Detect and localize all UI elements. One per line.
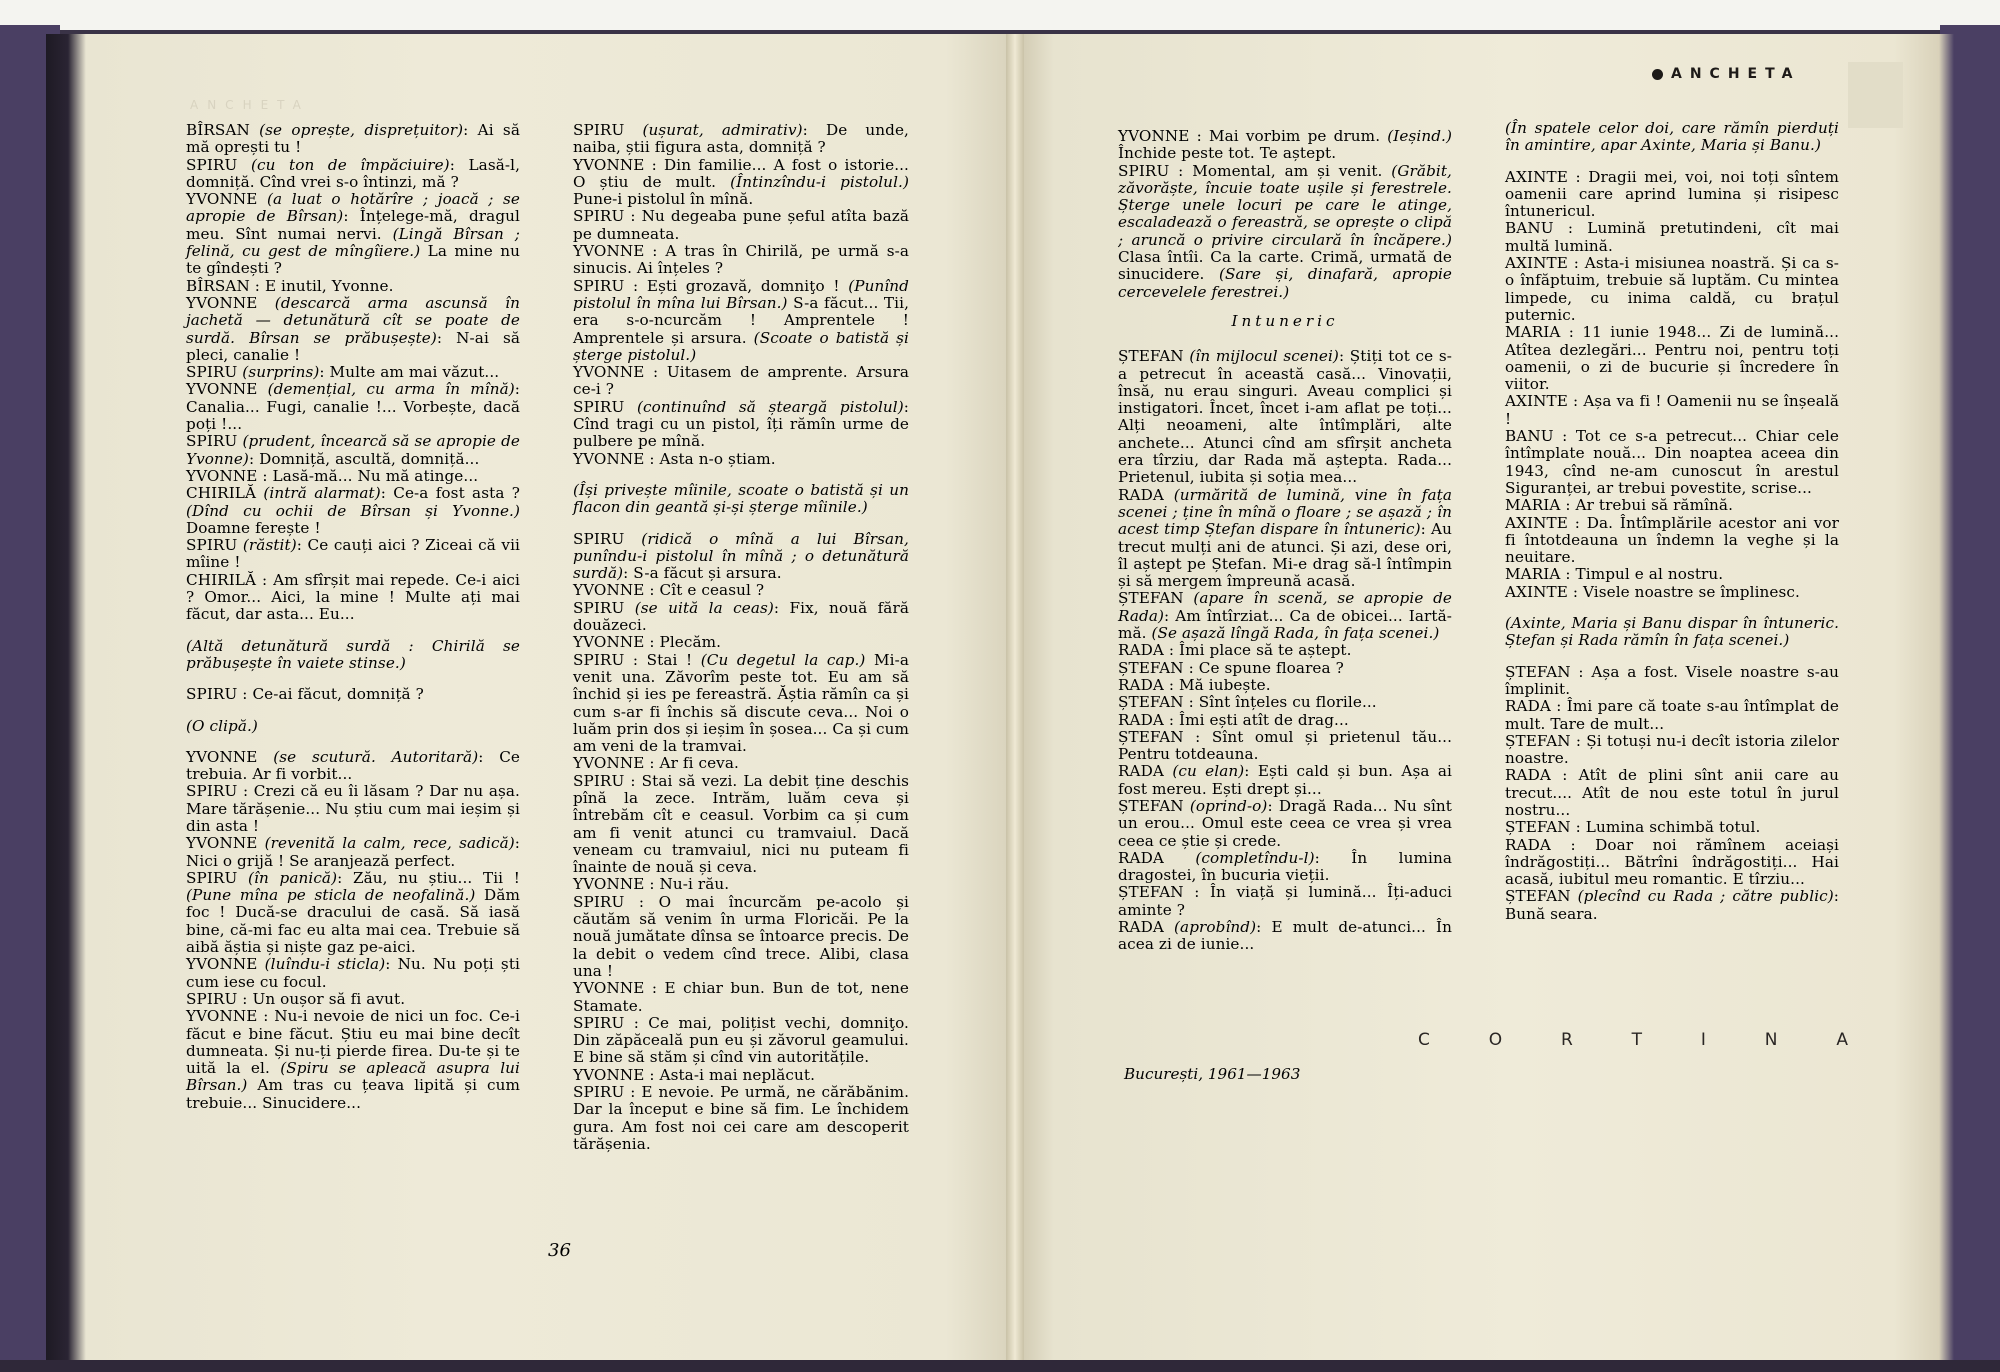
curtain-letter: C [1418, 1030, 1430, 1050]
inline-direction: (Lingă Bîrsan ; felină, cu gest de mîngîiere.) [186, 224, 520, 261]
dialogue-text: : Ce spune floarea ? [1188, 658, 1344, 677]
dialogue-line [1505, 428, 1839, 497]
speaker-name: SPIRU [186, 363, 243, 382]
dialogue-text: : Ar fi ceva. [649, 754, 739, 773]
dialogue-text: : Știți tot ce s-a petrecut în această casă... Vinovații, însă, nu erau singuri. Aveau complici și instigatori. Încet, încet i-am aflat pe toți... Alți neoameni, alte întîmplări, alte anchete... Atunci cînd am sfîrșit ancheta era tîrziu, dar Rada mă aștepta. Rada... Prietenul, iubita și soția mea... [1118, 347, 1452, 487]
speaker-name: YVONNE [573, 363, 654, 382]
dialogue-text: : 11 iunie 1948... Zi de lumină... Atîtea dezlegări... Pentru noi, pentru toți oamenii, o zi de bucurie și încredere în viitor. [1505, 323, 1839, 394]
speaker-name: SPIRU [573, 207, 631, 226]
speaker-name: SPIRU [573, 771, 631, 790]
speaker-name: YVONNE [186, 747, 274, 766]
dialogue-text: : E nevoie. Pe urmă, ne cărăbănim. Dar la început e bine să fim. Le închidem gura. Am fost noi cei care am descoperit tărășenia. [573, 1083, 909, 1153]
dialogue-line [1118, 128, 1452, 163]
curtain-letter: T [1631, 1030, 1643, 1050]
speaker-name: AXINTE [1505, 582, 1573, 601]
dialogue-text: : S-a făcut și arsura. [623, 564, 782, 583]
speaker-name: ȘTEFAN [1118, 347, 1190, 366]
dialogue-line [186, 835, 520, 870]
place-and-date: București, 1961—1963 [1124, 1065, 1301, 1083]
dialogue-text: : Ai să mă oprești tu ! [186, 121, 520, 157]
speaker-name: ȘTEFAN [1505, 662, 1579, 681]
dialogue-text: : Nu. Nu poți ști cum iese cu focul. [186, 955, 520, 991]
dialogue-text: Închide peste tot. Te aștept. [1118, 144, 1337, 163]
dialogue-line [186, 537, 520, 572]
dialogue-text: : Lasă-l, domniță. Cînd vrei s-o întinzi, mă ? [186, 155, 520, 191]
dialogue-line [573, 600, 909, 635]
inline-direction: (Dînd cu ochii de Bîrsan și Yvonne.) [186, 501, 520, 520]
speaker-name: RADA [1118, 485, 1174, 504]
speaker-name: RADA [1118, 710, 1169, 729]
dialogue-text: S-a făcut... Tii, era s-o-ncurcăm ! Amprentele ! Amprentele și arsura. [573, 293, 909, 347]
inline-direction: (Pune mîna pe sticla de neofalină.) [186, 886, 476, 905]
speaker-name: SPIRU [573, 529, 642, 548]
speaker-name: RADA [1118, 675, 1169, 694]
inline-direction: (luîndu-i sticla) [264, 955, 386, 974]
inline-direction: (Cu degetul la cap.) [700, 650, 866, 669]
dialogue-line [573, 773, 909, 877]
speaker-name: ȘTEFAN [1118, 727, 1196, 746]
dialogue-text: : Cît e ceasul ? [649, 581, 765, 600]
dialogue-text: : Îmi place să te aștept. [1168, 641, 1352, 660]
dialogue-line [1505, 819, 1839, 836]
dialogue-text: : Am sfîrșit mai repede. Ce-i aici ? Omor... Aici, la mine ! Multe ați mai făcut, dar asta... Eu... [186, 570, 520, 624]
dialogue-line [1505, 566, 1839, 583]
dialogue-line [573, 1084, 909, 1153]
speaker-name: SPIRU [573, 650, 633, 669]
dialogue-line [1118, 798, 1452, 850]
speaker-name: ȘTEFAN [1505, 818, 1576, 837]
dialogue-text: Pune-i pistolul în mînă. [573, 190, 754, 209]
dialogue-line [1505, 515, 1839, 567]
speaker-name: RADA [1118, 641, 1169, 660]
stage-direction: (În spatele celor doi, care rămîn pierduți în amintire, apar Axinte, Maria și Banu.) [1505, 119, 1839, 155]
dialogue-line [573, 980, 909, 1015]
dialogue-text: : Mă iubește. [1168, 675, 1271, 694]
inline-direction: (apare în scenă, se apropie de Rada) [1118, 589, 1452, 625]
inline-direction: (în mijlocul scenei) [1189, 347, 1339, 366]
dialogue-text: : Mai vorbim pe drum. [1196, 127, 1388, 145]
dialogue-text: : Îmi pare că toate s-au întîmplat de mult. Tare de mult... [1505, 697, 1839, 733]
dialogue-line [573, 243, 909, 278]
dialogue-line [1505, 733, 1839, 768]
speaker-name: AXINTE [1505, 513, 1575, 532]
dialogue-text: : Au trecut mulți ani de atunci. Și azi, dese ori, îl aștept pe Ștefan. Mi-e drag să-l întîmpin și să mergem împreună acasă. [1118, 520, 1452, 591]
dialogue-line [186, 991, 520, 1008]
inline-direction: (Spiru se apleacă asupra lui Bîrsan.) [186, 1059, 520, 1095]
dialogue-line [1505, 324, 1839, 393]
speaker-name: YVONNE [186, 293, 275, 312]
speaker-name: SPIRU [573, 276, 634, 295]
page-number: 36 [548, 1240, 571, 1261]
stage-direction: (Axinte, Maria și Banu dispar în întuneric. Ștefan și Rada rămîn în fața scenei.) [1505, 614, 1839, 650]
dialogue-line [186, 749, 520, 784]
dialogue-line [186, 295, 520, 364]
dialogue-line [186, 485, 520, 537]
inline-direction: (a luat o hotărîre ; joacă ; se apropie de Bîrsan) [186, 190, 520, 226]
dialogue-text: : Multe am mai văzut... [319, 363, 500, 382]
speaker-name: SPIRU [186, 989, 243, 1008]
speaker-name: ȘTEFAN [1505, 887, 1578, 906]
dialogue-text: : Crezi că eu îi lăsam ? Dar nu așa. Mare tărășenie... Nu știu cum mai ieșim și din asta ! [186, 782, 520, 835]
speaker-name: RADA [1118, 762, 1173, 781]
curtain-word [1418, 1030, 1848, 1050]
dialogue-line [186, 381, 520, 433]
inline-direction: (cu ton de împăciuire) [250, 155, 450, 174]
dialogue-text: : Nici o grijă ! Se aranjează perfect. [186, 834, 520, 870]
dialogue-line [1118, 919, 1452, 954]
speaker-name: CHIRILĂ [186, 484, 264, 503]
inline-direction: (urmărită de lumină, vine în fața scenei ; ține în mînă o floare ; se așază ; în acest timp Ștefan dispare în întuneric) [1118, 485, 1452, 539]
dialogue-text: Doamne ferește ! [186, 518, 321, 537]
dialogue-line [573, 755, 909, 772]
dialogue-line [186, 433, 520, 468]
bleed-through-box [1848, 62, 1903, 128]
dialogue-line [186, 278, 520, 295]
curtain-letter: A [1836, 1030, 1848, 1050]
speaker-name: ȘTEFAN [1118, 693, 1189, 712]
inline-direction: (Scoate o batistă și șterge pistolul.) [573, 328, 909, 364]
speaker-name: YVONNE [573, 581, 650, 600]
speaker-name: SPIRU [186, 782, 243, 801]
dialogue-line [1118, 677, 1452, 694]
speaker-name: YVONNE [1118, 127, 1197, 145]
inline-direction: (completîndu-l) [1195, 848, 1315, 867]
dialogue-line [1118, 694, 1452, 711]
bleed-through-heading: ANCHETA [190, 98, 310, 112]
dialogue-line [1505, 584, 1839, 601]
speaker-name: YVONNE [573, 754, 650, 773]
curtain-letter: O [1488, 1030, 1503, 1050]
speaker-name: MARIA [1505, 565, 1566, 584]
speaker-name: SPIRU [186, 868, 248, 887]
speaker-name: SPIRU [573, 598, 635, 617]
dialogue-text: : A tras în Chirilă, pe urmă s-a sinucis. Ai înțeles ? [573, 242, 909, 278]
dialogue-text: : Cînd tragi cu un pistol, îți rămîn urme de pulbere pe mînă. [573, 397, 909, 451]
inline-direction: (demențial, cu arma în mînă) [267, 380, 515, 399]
inline-direction: (Se așază lîngă Rada, în fața scenei.) [1151, 624, 1440, 643]
dialogue-line [573, 1015, 909, 1067]
dialogue-line [573, 451, 909, 468]
speaker-name: YVONNE [573, 449, 650, 468]
dialogue-line [186, 572, 520, 624]
dialogue-line [1505, 393, 1839, 428]
inline-direction: (se oprește, disprețuitor) [259, 121, 464, 139]
dialogue-line [1118, 763, 1452, 798]
speaker-name: SPIRU [186, 685, 243, 704]
dialogue-line [1505, 220, 1839, 255]
dialogue-text: : Ce mai, polițist vechi, domniţo. Din zăpăceală pun eu și zăvorul geamului. E bine să stăm și cînd vin autoritățile. [573, 1013, 909, 1067]
dialogue-line [186, 364, 520, 381]
inline-direction: (Punînd pistolul în mîna lui Bîrsan.) [573, 276, 909, 312]
dialogue-text: : De unde, naiba, știi figura asta, domniță ? [573, 121, 909, 157]
dialogue-line [573, 634, 909, 651]
dialogue-line [573, 652, 909, 756]
dialogue-line [1505, 169, 1839, 221]
speaker-name: MARIA [1505, 323, 1569, 342]
dialogue-line [573, 1067, 909, 1084]
dialogue-text: : Ce-ai făcut, domniță ? [242, 685, 424, 704]
dialogue-text: : Tot ce s-a petrecut... Chiar cele întîmplate nouă... Din noaptea aceea din 1943, cînd ne-am cunoscut în arestul Siguranței, ar trebui povestite, scrise... [1505, 427, 1839, 497]
inline-direction: (Întinzîndu-i pistolul.) [730, 172, 909, 191]
speaker-name: SPIRU [573, 892, 639, 911]
dialogue-text: : Sînt înțeles cu florile... [1188, 693, 1377, 712]
dialogue-text: Am tras cu țeava lipită și cum trebuie... Sinucidere... [186, 1076, 520, 1112]
dialogue-text: : În lumina dragostei, în bucuria vieții. [1118, 848, 1452, 885]
dialogue-text: : Înțelege-mă, dragul meu. Sînt numai nervi. [186, 207, 520, 243]
dialogue-line [186, 870, 520, 956]
section-title: ANCHETA [1671, 66, 1801, 82]
dialogue-text: : Lumina schimbă totul. [1575, 818, 1761, 837]
dialogue-text: : Uitasem de amprente. Arsura ce-i ? [573, 363, 910, 399]
dialogue-text: : Un oușor să fi avut. [242, 989, 406, 1008]
inline-direction: (revenită la calm, rece, sadică) [264, 834, 515, 853]
speaker-name: YVONNE [186, 1007, 264, 1026]
inline-direction: (prudent, încearcă să se apropie de Yvonne) [186, 432, 520, 468]
dialogue-line [1118, 850, 1452, 885]
speaker-name: AXINTE [1505, 392, 1574, 411]
dialogue-text: : E mult de-atunci... În acea zi de iunie... [1118, 918, 1452, 954]
speaker-name: BÎRSAN [186, 276, 255, 295]
dialogue-line [573, 582, 909, 599]
dialogue-line [1505, 698, 1839, 733]
speaker-name: ȘTEFAN [1505, 731, 1576, 750]
curtain-letter: I [1700, 1030, 1706, 1050]
dialogue-text: : Ce-a fost asta ? [380, 484, 520, 503]
dialogue-text: : Așa a fost. Visele noastre s-au împlinit. [1505, 662, 1839, 698]
dialogue-line [573, 208, 909, 243]
speaker-name: RADA [1505, 835, 1571, 854]
speaker-name: YVONNE [573, 875, 650, 894]
book-gutter [1006, 34, 1024, 1360]
speaker-name: BANU [1505, 427, 1563, 446]
dialogue-line [1118, 487, 1452, 591]
dialogue-line [573, 531, 909, 583]
dialogue-line [186, 1008, 520, 1112]
text-column-1 [186, 122, 520, 1112]
dialogue-line [573, 157, 909, 209]
speaker-name: RADA [1505, 697, 1557, 716]
scene-heading: Intuneric [1231, 311, 1339, 330]
inline-direction: (continuînd să șteargă pistolul) [636, 397, 904, 416]
speaker-name: SPIRU [573, 397, 637, 416]
dialogue-text: : Ce cauți aici ? Ziceai că vii mîine ! [186, 536, 520, 572]
inline-direction: (oprind-o) [1189, 796, 1268, 815]
dialogue-text: : Am întîrziat... Ca de obicei... Iartă-mă. [1118, 606, 1452, 643]
dialogue-text: : Zău, nu știu... Tii ! [337, 868, 520, 887]
speaker-name: ȘTEFAN [1118, 589, 1194, 608]
dialogue-line [1118, 729, 1452, 764]
dialogue-text: : E inutil, Yvonne. [254, 276, 394, 295]
speaker-name: YVONNE [573, 242, 653, 261]
book-cover-bottom [0, 1360, 2000, 1372]
dialogue-line [573, 122, 909, 157]
dialogue-line [1118, 884, 1452, 919]
speaker-name: SPIRU [573, 121, 643, 139]
dialogue-text: : Dragii mei, voi, noi toți sîntem oamenii care aprind lumina și risipesc întunericul. [1505, 167, 1839, 221]
dialogue-text: : Nu degeaba pune șeful atîta bază pe dumneata. [573, 207, 909, 243]
dialogue-text: : Asta n-o știam. [649, 449, 776, 468]
curtain-letter: N [1764, 1030, 1778, 1050]
inline-direction: (ușurat, admirativ) [642, 121, 803, 139]
dialogue-text: : Da. Întîmplările acestor ani vor fi întotdeauna un îndemn la veghe și la neuitare. [1505, 513, 1839, 567]
dialogue-line [1118, 642, 1452, 659]
dialogue-line [1118, 660, 1452, 677]
dialogue-line [186, 686, 520, 703]
dialogue-text: : Ar trebui să rămînă. [1565, 496, 1734, 515]
speaker-name: AXINTE [1505, 167, 1576, 186]
dialogue-text: : Plecăm. [649, 633, 722, 652]
dialogue-line [1505, 888, 1839, 923]
dialogue-text: Clasa întîi. Ca la carte. Crimă, urmată de sinucidere. [1118, 248, 1452, 284]
dialogue-line [186, 157, 520, 192]
speaker-name: YVONNE [186, 380, 268, 399]
inline-direction: (descarcă arma ascunsă în jachetă — detunătură cît se poate de surdă. Bîrsan se prăbușește) [186, 293, 521, 347]
dialogue-line [573, 399, 909, 451]
speaker-name: SPIRU [186, 432, 243, 451]
speaker-name: YVONNE [573, 979, 652, 998]
speaker-name: YVONNE [186, 955, 265, 974]
inline-direction: (în panică) [248, 868, 338, 887]
speaker-name: SPIRU [186, 536, 243, 555]
dialogue-text: : Lasă-mă... Nu mă atinge... [262, 466, 479, 485]
dialogue-text: : Dragă Rada... Nu sînt un erou... Omul este ceea ce vrea și vrea ceea ce știe și crede. [1118, 796, 1453, 850]
dialogue-text: : Ești grozavă, domniţo ! [633, 276, 849, 295]
dialogue-line [1505, 497, 1839, 514]
speaker-name: BÎRSAN [186, 121, 260, 139]
dialogue-text: : Timpul e al nostru. [1565, 565, 1724, 584]
dialogue-line [573, 364, 909, 399]
dialogue-line [186, 122, 520, 157]
dialogue-line [1505, 664, 1839, 699]
scan-background-top [0, 0, 2000, 30]
dialogue-text: Dăm foc ! Ducă-se dracului de casă. Să iasă bine, că-mi fac eu alta mai cea. Trebuie să aibă ăștia și niște gaz pe-aici. [186, 886, 520, 957]
dialogue-text: : Sînt omul și prietenul tău... Pentru totdeauna. [1118, 727, 1452, 764]
dialogue-text: : Atît de plini sînt anii care au trecut.... Atît de nou este totul în jurul nostru... [1505, 766, 1839, 819]
dialogue-text: : Stai să vezi. La debit ține deschis pînă la zece. Intrăm, luăm ceva și întrebăm cît e ceasul. Vorbim ca și cum am fi venit atunci cu tramvaiul. Dacă veneam cu tramvaiul, nici nu puteam fi înainte de nouă și ceva. [573, 771, 909, 877]
speaker-name: BANU [1505, 219, 1568, 238]
dialogue-text: : Asta-i misiunea noastră. Și ca s-o înfăptuim, trebuie să luptăm. Cu mintea limpede, cu inima caldă, cu brațul puternic. [1505, 254, 1839, 324]
speaker-name: ȘTEFAN [1118, 796, 1190, 815]
speaker-name: AXINTE [1505, 254, 1574, 273]
speaker-name: SPIRU [1118, 161, 1179, 180]
curtain-letter: R [1560, 1030, 1573, 1050]
dialogue-line [573, 894, 909, 980]
dialogue-text: Mi-a venit una. Zăvorîm peste tot. Eu am să închid și ies pe fereastră. Ăștia rămîn ca și cum s-ar fi închis să discute ceva... Noi o luăm prin dos și ieșim în șosea... Ca și cum am veni de la tramvai. [573, 650, 909, 756]
dialogue-line [573, 876, 909, 893]
speaker-name: RADA [1505, 766, 1563, 785]
speaker-name: SPIRU [186, 155, 251, 174]
speaker-name: RADA [1118, 918, 1175, 937]
speaker-name: YVONNE [573, 633, 650, 652]
dialogue-text: : Fix, nouă fără douăzeci. [573, 598, 909, 635]
dialogue-text: : Domniță, ascultă, domniță... [248, 449, 480, 468]
text-column-4 [1505, 120, 1839, 923]
speaker-name: YVONNE [186, 190, 267, 209]
dialogue-text: : Ce trebuia. Ar fi vorbit... [186, 747, 521, 784]
dialogue-text: : Visele noastre se împlinesc. [1572, 582, 1800, 601]
inline-direction: (intră alarmat) [263, 484, 381, 503]
dialogue-text: La mine nu te gîndești ? [186, 242, 520, 278]
stage-direction: (Altă detunătură surdă : Chirilă se prăbușește în vaiete stinse.) [186, 636, 520, 672]
stage-direction: (Își privește mîinile, scoate o batistă și un flacon din geantă și-și șterge mîinile.) [573, 480, 909, 517]
speaker-name: YVONNE [186, 834, 265, 853]
speaker-name: SPIRU [573, 1013, 634, 1032]
dialogue-text: : Din familie... A fost o istorie... O știu de mult. [573, 155, 909, 191]
speaker-name: ȘTEFAN [1118, 883, 1195, 902]
dialogue-line [573, 278, 909, 364]
inline-direction: (Ieșind.) [1387, 127, 1452, 145]
speaker-name: YVONNE [186, 466, 263, 485]
speaker-name: RADA [1118, 848, 1196, 867]
dialogue-text: : Și totuși nu-i decît istoria zilelor noastre. [1505, 731, 1839, 768]
inline-direction: (Sare și, dinafară, apropie cercevelele ferestrei.) [1118, 265, 1453, 301]
dialogue-text: : Canalia... Fugi, canalie !... Vorbește, dacă poți !... [186, 380, 520, 434]
inline-direction: (surprins) [242, 363, 320, 382]
dialogue-text: : O mai încurcăm pe-acolo și căutăm să venim în urma Floricăi. Pe la nouă jumătate dînsa se întoarce precis. De la debit o vedem cînd trece. Alibi, clasa una ! [573, 892, 909, 980]
dialogue-text: : Asta-i mai neplăcut. [649, 1065, 816, 1084]
inline-direction: (plecînd cu Rada ; către public) [1577, 887, 1834, 906]
speaker-name: YVONNE [573, 155, 652, 174]
dialogue-text: : Bună seara. [1505, 887, 1840, 923]
dialogue-text: : N-ai să pleci, canalie ! [186, 328, 520, 364]
inline-direction: (se scutură. Autoritară) [273, 747, 479, 766]
stage-direction: (O clipă.) [186, 716, 258, 735]
inline-direction: (se uită la ceas) [634, 598, 774, 617]
dialogue-line [186, 956, 520, 991]
dialogue-text: : Stai ! [632, 650, 701, 669]
dialogue-text: : Ești cald și bun. Așa ai fost mereu. Ești drept și... [1118, 762, 1453, 798]
inline-direction: (aprobînd) [1174, 918, 1257, 937]
inline-direction: (Grăbit, zăvorăște, încuie toate ușile și ferestrele. Șterge unele locuri pe care le atinge, escaladează o fereastră, se oprește o clipă ; aruncă o privire circulară în încăpere.) [1118, 161, 1452, 249]
dialogue-text: : Nu-i nevoie de nici un foc. Ce-i făcut e bine făcut. Știu eu mai bine decît dumneata. Și nu-ți pierde firea. Du-te și te uită la el. [186, 1007, 520, 1078]
text-column-3 [1118, 128, 1452, 954]
text-column-2 [573, 122, 909, 1153]
inline-direction: (răstit) [242, 536, 297, 555]
dialogue-text: : E chiar bun. Bun de tot, nene Stamate. [573, 979, 910, 1015]
dialogue-text: : În viață și lumină... Îți-aduci aminte ? [1118, 883, 1453, 919]
speaker-name: MARIA [1505, 496, 1566, 515]
dialogue-text: : Lumină pretutindeni, cît mai multă lumină. [1505, 219, 1840, 255]
section-header [1652, 66, 1800, 82]
bullet-icon [1652, 69, 1663, 80]
inline-direction: (ridică o mînă a lui Bîrsan, punîndu-i pistolul în mînă ; o detunătură surdă) [573, 529, 909, 583]
dialogue-line [1505, 767, 1839, 819]
dialogue-line [1505, 837, 1839, 889]
dialogue-text: : Doar noi rămînem aceiași îndrăgostiți... Bătrîni îndrăgostiți... Hai acasă, iubitul meu romantic. E tîrziu... [1505, 835, 1839, 889]
dialogue-line [1118, 712, 1452, 729]
speaker-name: YVONNE [573, 1065, 650, 1084]
dialogue-text: : Îmi ești atît de drag... [1168, 710, 1349, 729]
dialogue-text: : Așa va fi ! Oamenii nu se înșeală ! [1505, 392, 1839, 428]
speaker-name: CHIRILĂ [186, 570, 263, 589]
dialogue-line [1118, 590, 1452, 642]
dialogue-line [1505, 255, 1839, 324]
dialogue-line [186, 191, 520, 277]
speaker-name: SPIRU [573, 1083, 631, 1102]
dialogue-text: : Momental, am și venit. [1178, 161, 1392, 180]
dialogue-line [186, 783, 520, 835]
dialogue-line [186, 468, 520, 485]
dialogue-line [1118, 163, 1452, 301]
inline-direction: (cu elan) [1172, 762, 1245, 781]
dialogue-text: : Nu-i rău. [649, 875, 730, 894]
dialogue-line [1118, 348, 1452, 486]
speaker-name: ȘTEFAN [1118, 658, 1189, 677]
